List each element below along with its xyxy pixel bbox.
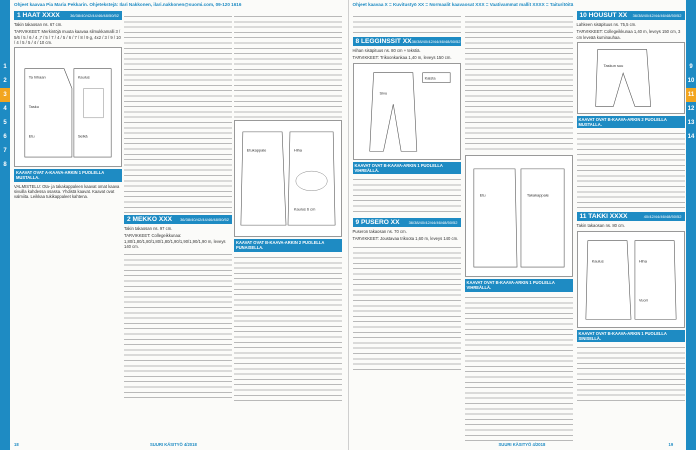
pattern-8-caption: KAAVAT OVAT B-KAAVA-ARKIN 1 PUOLELLA VIHREÄLLÄ. [353, 162, 461, 175]
body-text-block [124, 13, 232, 213]
trousers-pattern-svg [578, 43, 684, 113]
diagram-label: Takakappale [526, 192, 549, 198]
diagram-label: Ta hihaan [28, 74, 46, 80]
pattern-8-header: 8 LEGGINSSIT XX 36/38/40/42/44/46/48/50/52 [353, 37, 461, 46]
running-head: Ohjeet kaavaa Pia Maria Pekkarin. Ohjetekstejä: Ilari Nakkonen, ilari.nakkonen@suomi.com, 09-120 1616 [14, 2, 242, 7]
pattern-11-header: 11 TAKKI XXXX 40/42/44/46/48/50/52 [577, 212, 685, 221]
diagram-label: Taskun suu [603, 63, 623, 69]
pattern-9-header: 9 PUSERO XX 36/38/40/42/44/46/48/50/52 [353, 218, 461, 227]
leggings-column: 8 LEGGINSSIT XX 36/38/40/42/44/46/48/50/52 Hihan sisäpituus ns. 80 cm + tekstiä. TARVIKKEET: Trikoonkankaa 1,40 m, leveys 150 cm. Kaista Sivu KAAVAT OVAT B-KAAVA-ARKIN 1 PUOLELLA VIHREÄLLÄ. 9 PUSERO XX 36/38/40/42/44/46/48/50/52 Puseron takaosan ns. 70 cm. TARVIKKEET: Joustavaa trikoota 1,60 m, leveys 140 cm. [353, 11, 461, 376]
trousers-column: 10 HOUSUT XX 36/38/40/42/44/46/48/50/52 Lahkeen sisäpituus ns. 75,5 cm. TARVIKKEET: Collegeikkunaa 1,40 m, leveys 150 cm, 3 cm leveää kuminauhaa. Taskun suu KAAVAT OVAT B-KAAVA-ARKIN 2 PUOLELLA MUSTALLA. 11 TAKKI XXXX 40/42/44/46/48/50/52 Takin takaosan ns. 80 cm. Kaulus Hiha Vuori KAAVAT OVAT B-KAAVA-ARKIN 1 PUOLELLA SINISELLÄ. [577, 11, 685, 406]
coat-pattern-diagram [577, 231, 685, 328]
dress-pattern-diagram [234, 120, 342, 237]
blouse-pattern-diagram [465, 155, 573, 277]
diagram-label: Hiha [293, 147, 302, 153]
dress-pattern-column [234, 11, 342, 406]
left-sidebar: 1 2 3 4 5 6 7 8 [0, 0, 10, 450]
left-text-column: 2 MEKKO XXX 36/38/40/42/44/46/48/50/52 Takin takaosan ns. 97 cm. TARVIKKEET: Collegeikkunaa: 1,80/1,80/1,80/1,80/1,80/1,90/1,90/1,90/1,90 m, leveys 140 cm. [124, 11, 232, 403]
pattern-10-caption: KAAVAT OVAT B-KAAVA-ARKIN 2 PUOLELLA MUSTALLA. [577, 116, 685, 129]
diagram-label: Etu [28, 133, 35, 139]
coat-pattern-svg [578, 232, 684, 327]
diagram-label: Kaulus [77, 74, 90, 80]
diagram-label: Tasku [28, 104, 39, 110]
diagram-label: Etu [479, 192, 486, 198]
pattern-1-caption: KAAVAT OVAT A-KAAVA-ARKIN 1 PUOLELLA MUSTALLA. [14, 169, 122, 182]
blouse-pattern-svg [466, 156, 572, 276]
pattern-1-header: 1 HAAT XXXX 36/38/40/42/44/46/48/50/52 [14, 11, 122, 20]
running-head: Ohjeet kaavaa X = Kuvitustyö XX = Normaalit kaavaosat XXX = Vaativammat mallit XXXX = Taituritöitä [352, 2, 574, 7]
diagram-label: Selkä [77, 133, 88, 139]
page-number: 18 [14, 442, 19, 447]
jacket-pattern-diagram [14, 47, 122, 167]
diagram-label: Kaista [424, 75, 436, 81]
dress-pattern-svg [235, 121, 341, 236]
pattern-9-caption: KAAVAT OVAT B-KAAVA-ARKIN 1 PUOLELLA VIHREÄLLÄ. [465, 279, 573, 292]
trousers-pattern-diagram [577, 42, 685, 114]
pattern-11-caption: KAAVAT OVAT B-KAAVA-ARKIN 1 PUOLELLA SINISELLÄ. [577, 330, 685, 343]
diagram-label: Hiha [638, 258, 647, 264]
leggings-pattern-svg [354, 64, 460, 159]
pattern-2-caption: KAAVAT OVAT B-KAAVA-ARKIN 2 PUOLELLA PUNAISELLA. [234, 239, 342, 252]
diagram-label: Etukappale [246, 147, 267, 153]
diagram-label: Vuori [638, 297, 648, 303]
leggings-pattern-diagram [353, 63, 461, 160]
blouse-column [465, 11, 573, 446]
body-text-block [234, 254, 342, 404]
footer-text: SUURI KÄSITYÖ 4/2018 [150, 442, 197, 447]
body-text-block [234, 13, 342, 118]
diagram-label: Kaulus [591, 258, 604, 264]
right-page [349, 0, 696, 450]
jacket-pattern-svg [15, 48, 121, 166]
body-text-block [124, 251, 232, 401]
diagram-label: Kaulus 6 cm [293, 206, 316, 212]
diagram-label: Sivu [379, 89, 387, 95]
footer-text: SUURI KÄSITYÖ 4/2018 [498, 442, 546, 447]
page-number: 19 [668, 442, 674, 447]
pattern-10-header: 10 HOUSUT XX 36/38/40/42/44/46/48/50/52 [577, 11, 685, 20]
pattern-1-column: 1 HAAT XXXX 36/38/40/42/44/46/48/50/52 Takin takaosan ns. 67 cm. TARVIKKEET: Merkintöjä muuta kaavaa silmukkamalli 3 / 5/6 / 5 / 6 / 4 ,7 / 5 / 7 / 4 / 5 / 6 / 7 / 8 / 9 g, 4x2 / 3 / 9 / 10 / 4 / 5 / 5 / 4 / 10 cm. Ta hihaan Tasku Etu Kaulus Selkä KAAVAT OVAT A-KAAVA-ARKIN 1 PUOLELLA MUSTALLA. VALMISTELU: Ota- ja takakappaleen kaavat omat kaava sivuilla kahdessa osassa. Yhdistä kaavat. Kaavat ovat valmiita. Leikkaa tukikappaleet kahtena. [14, 12, 121, 200]
pattern-2-header: 2 MEKKO XXX 36/38/40/42/44/46/48/50/52 [124, 215, 232, 224]
right-sidebar: 9 10 11 12 13 14 [686, 0, 696, 450]
